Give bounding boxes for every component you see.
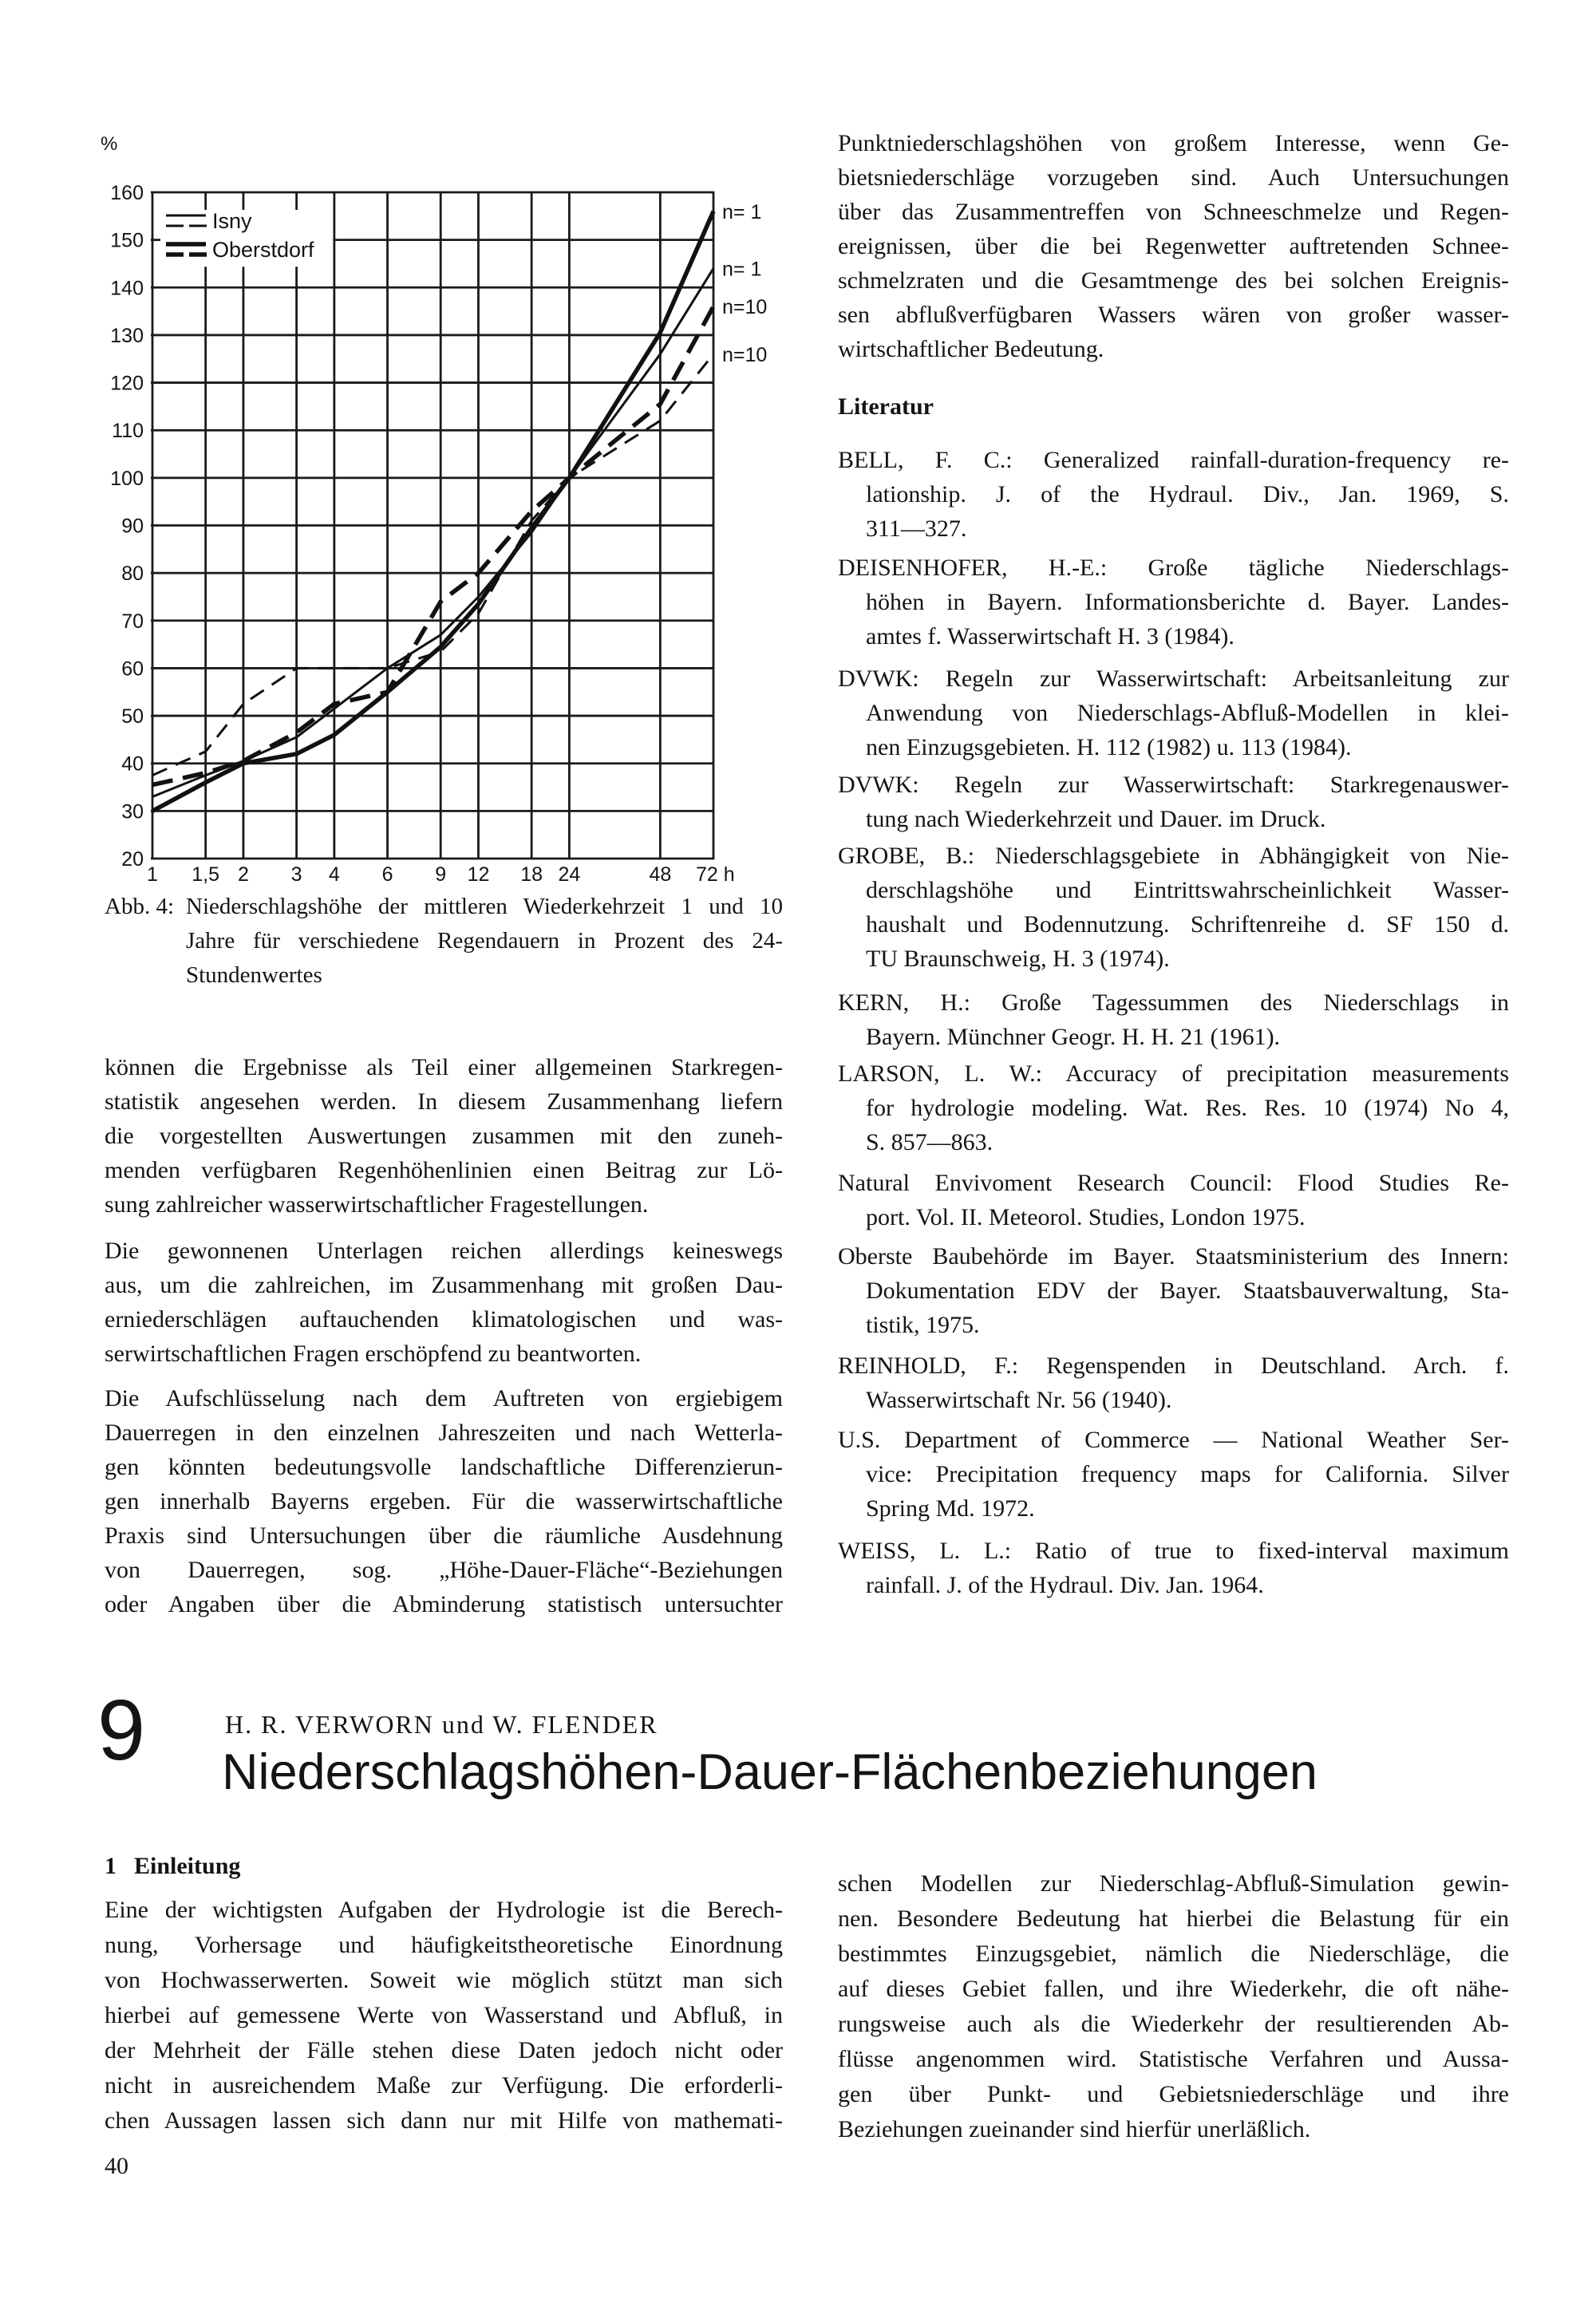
text-line: nen. Besondere Bedeutung hat hierbei die Belastung für ein: [838, 1905, 1509, 1932]
series-line-oberstdorf-n1: [152, 211, 713, 811]
text-line: Jahre für verschiedene Regendauern in Prozent des 24-: [186, 928, 783, 954]
legend-label: Isny: [212, 209, 252, 233]
reference-entry: [838, 985, 1509, 1054]
text-line: derschlagshöhe und Eintrittswahrscheinlichkeit Wasser-: [866, 877, 1509, 903]
chapter-authors: H. R. VERWORN und W. FLENDER: [225, 1710, 658, 1739]
text-line: statistik angesehen werden. In diesem Zusammenhang liefern: [105, 1088, 783, 1115]
x-tick-label: 6: [381, 863, 393, 886]
y-tick-label: 40: [121, 752, 144, 776]
y-tick-label: 30: [121, 800, 144, 823]
text-line: Bayern. Münchner Geogr. H. H. 21 (1961).: [866, 1024, 1281, 1050]
text-line: DVWK: Regeln zur Wasserwirtschaft: Starkregenauswer-: [838, 772, 1509, 798]
text-line: TU Braunschweig, H. 3 (1974).: [866, 946, 1170, 972]
y-axis-unit-label: %: [101, 133, 118, 155]
text-line: Spring Md. 1972.: [866, 1495, 1035, 1522]
text-line: gen könnten bedeutungsvolle landschaftliche Differenzierun-: [105, 1454, 783, 1480]
text-line: Punktniederschlagshöhen von großem Interesse, wenn Ge-: [838, 130, 1509, 156]
body-paragraph: [838, 1866, 1509, 2147]
figure-chart: [80, 120, 798, 894]
series-line-isny-n10: [152, 354, 713, 776]
reference-entry: [838, 1166, 1509, 1234]
text-line: GROBE, B.: Niederschlagsgebiete in Abhängigkeit von Nie-: [838, 843, 1509, 869]
y-tick-label: 80: [121, 563, 144, 586]
figure-caption: [186, 890, 783, 993]
x-tick-label: 3: [290, 863, 302, 886]
y-tick-label: 160: [110, 182, 144, 204]
text-line: flüsse angenommen wird. Statistische Verfahren und Aussa-: [838, 2046, 1509, 2072]
reference-entry: [838, 1239, 1509, 1342]
text-line: schen Modellen zur Niederschlag-Abfluß-Simulation gewin-: [838, 1870, 1509, 1897]
y-tick-label: 70: [121, 610, 144, 633]
y-tick-label: 50: [121, 705, 144, 729]
series-end-label: n=10: [722, 296, 768, 319]
series-end-label: n= 1: [722, 200, 762, 223]
text-line: erniederschlägen auftauchenden klimatologischen und was-: [105, 1306, 783, 1333]
reference-entry: [838, 1349, 1509, 1417]
y-tick-label: 140: [110, 277, 144, 300]
section-title: Einleitung: [134, 1853, 241, 1879]
section-heading: [105, 1849, 240, 1883]
text-line: Die gewonnenen Unterlagen reichen allerdings keineswegs: [105, 1238, 783, 1264]
reference-entry: [838, 443, 1509, 546]
text-line: gen innerhalb Bayerns ergeben. Für die wasserwirtschaftliche: [105, 1488, 783, 1514]
reference-entry: [838, 1423, 1509, 1526]
body-paragraph: [105, 1050, 783, 1222]
text-line: ereignissen, über die bei Regenwetter auftretenden Schnee-: [838, 233, 1509, 259]
text-line: 311—327.: [866, 515, 967, 542]
text-line: lationship. J. of the Hydraul. Div., Jan. 1969, S.: [866, 481, 1509, 507]
page-number: 40: [105, 2153, 128, 2179]
text-line: tung nach Wiederkehrzeit und Dauer. im Druck.: [866, 806, 1326, 832]
text-line: von Hochwasserwerten. Soweit wie möglich stützt man sich: [105, 1967, 783, 1993]
text-line: LARSON, L. W.: Accuracy of precipitation measurements: [838, 1060, 1509, 1087]
chapter-title: Niederschlagshöhen-Dauer-Flächenbeziehungen: [222, 1744, 1317, 1800]
y-tick-label: 150: [110, 229, 144, 252]
text-line: S. 857—863.: [866, 1129, 994, 1155]
figure-label: Abb. 4:: [105, 894, 174, 919]
text-line: wirtschaftlicher Bedeutung.: [838, 336, 1104, 362]
text-line: KERN, H.: Große Tagessummen des Niederschlags in: [838, 989, 1509, 1016]
y-tick-label: 120: [110, 372, 144, 395]
text-line: Die Aufschlüsselung nach dem Auftreten von ergiebigem: [105, 1385, 783, 1412]
text-line: tistik, 1975.: [866, 1312, 980, 1338]
text-line: Dokumentation EDV der Bayer. Staatsbauverwaltung, Sta-: [866, 1277, 1509, 1304]
text-line: Stundenwertes: [186, 962, 322, 988]
text-line: amtes f. Wasserwirtschaft H. 3 (1984).: [866, 623, 1235, 650]
text-line: rungsweise auch als die Wiederkehr der resultierenden Ab-: [838, 2011, 1509, 2037]
legend-label: Oberstdorf: [212, 238, 314, 262]
text-line: höhen in Bayern. Informationsberichte d. Bayer. Landes-: [866, 589, 1509, 615]
text-line: schmelzraten und die Gesamtmenge des bei solchen Ereignis-: [838, 267, 1509, 294]
text-line: Dauerregen in den einzelnen Jahreszeiten und nach Wetterla-: [105, 1420, 783, 1446]
reference-entry: [838, 768, 1509, 836]
text-line: DEISENHOFER, H.-E.: Große tägliche Niederschlags-: [838, 555, 1509, 581]
text-line: nen Einzugsgebieten. H. 112 (1982) u. 113 (1984).: [866, 734, 1352, 760]
y-tick-label: 110: [112, 420, 144, 443]
body-paragraph: [838, 126, 1509, 366]
text-line: Eine der wichtigsten Aufgaben der Hydrologie ist die Berech-: [105, 1897, 783, 1923]
text-line: die vorgestellten Auswertungen zusammen mit den zuneh-: [105, 1123, 783, 1149]
text-line: gen über Punkt- und Gebietsniederschläge und ihre: [838, 2081, 1509, 2107]
x-tick-label: 4: [328, 863, 340, 886]
x-tick-label: 1: [147, 863, 158, 886]
text-line: aus, um die zahlreichen, im Zusammenhang mit großen Dau-: [105, 1272, 783, 1298]
text-line: BELL, F. C.: Generalized rainfall-duration-frequency re-: [838, 447, 1509, 473]
x-tick-label: 1,5: [192, 863, 220, 886]
text-line: WEISS, L. L.: Ratio of true to fixed-interval maximum: [838, 1538, 1509, 1564]
y-tick-label: 90: [121, 515, 144, 538]
series-line-isny-n1: [152, 268, 713, 796]
y-tick-label: 20: [121, 848, 144, 871]
text-line: serwirtschaftlichen Fragen erschöpfend zu beantworten.: [105, 1341, 642, 1367]
text-line: bietsniederschläge vorzugeben sind. Auch Untersuchungen: [838, 164, 1509, 191]
reference-entry: [838, 839, 1509, 976]
section-number: 1: [105, 1853, 117, 1879]
text-line: oder Angaben über die Abminderung statistisch untersuchter: [105, 1591, 783, 1617]
x-tick-label: 48: [649, 863, 672, 886]
text-line: rainfall. J. of the Hydraul. Div. Jan. 1964.: [866, 1572, 1264, 1598]
text-line: Natural Envivoment Research Council: Flood Studies Re-: [838, 1170, 1509, 1196]
x-tick-label: 9: [435, 863, 447, 886]
text-line: for hydrologie modeling. Wat. Res. Res. 10 (1974) No 4,: [866, 1095, 1509, 1121]
text-line: der Mehrheit der Fälle stehen diese Daten jedoch nicht oder: [105, 2037, 783, 2063]
body-paragraph: [105, 1381, 783, 1621]
reference-entry: [838, 551, 1509, 654]
text-line: über das Zusammentreffen von Schneeschmelze und Regen-: [838, 199, 1509, 225]
text-line: Wasserwirtschaft Nr. 56 (1940).: [866, 1387, 1172, 1413]
body-paragraph: [105, 1893, 783, 2138]
text-line: REINHOLD, F.: Regenspenden in Deutschland. Arch. f.: [838, 1352, 1509, 1379]
x-tick-label: 12: [467, 863, 490, 886]
text-line: sen abflußverfügbaren Wassers wären von großer wasser-: [838, 302, 1509, 328]
reference-entry: [838, 661, 1509, 764]
series-end-label: n=10: [722, 343, 768, 366]
y-tick-label: 100: [110, 467, 144, 490]
text-line: chen Aussagen lassen sich dann nur mit Hilfe von mathemati-: [105, 2107, 783, 2134]
text-line: können die Ergebnisse als Teil einer allgemeinen Starkregen-: [105, 1054, 783, 1080]
text-line: bestimmtes Einzugsgebiet, nämlich die Niederschläge, die: [838, 1941, 1509, 1967]
x-tick-label: 18: [520, 863, 543, 886]
text-line: Praxis sind Untersuchungen über die räumliche Ausdehnung: [105, 1522, 783, 1549]
chapter-number: 9: [97, 1681, 146, 1778]
x-tick-label: 2: [237, 863, 249, 886]
text-line: Anwendung von Niederschlags-Abfluß-Modellen in klei-: [866, 700, 1509, 726]
reference-entry: [838, 1534, 1509, 1602]
y-tick-label: 60: [121, 657, 144, 681]
reference-entry: [838, 1056, 1509, 1159]
series-end-label: n= 1: [722, 258, 762, 281]
text-line: haushalt und Bodennutzung. Schriftenreihe d. SF 150 d.: [866, 911, 1509, 938]
text-line: sung zahlreicher wasserwirtschaftlicher Fragestellungen.: [105, 1191, 649, 1218]
text-line: Niederschlagshöhe der mittleren Wiederkehrzeit 1 und 10: [186, 894, 783, 919]
text-line: DVWK: Regeln zur Wasserwirtschaft: Arbeitsanleitung zur: [838, 665, 1509, 692]
text-line: menden verfügbaren Regenhöhenlinien einen Beitrag zur Lö-: [105, 1157, 783, 1183]
text-line: vice: Precipitation frequency maps for California. Silver: [866, 1461, 1509, 1487]
text-line: von Dauerregen, sog. „Höhe-Dauer-Fläche“-Beziehungen: [105, 1557, 783, 1583]
text-line: auf dieses Gebiet fallen, und ihre Wiederkehr, die oft nähe-: [838, 1976, 1509, 2002]
text-line: hierbei auf gemessene Werte von Wasserstand und Abfluß, in: [105, 2002, 783, 2028]
text-line: nicht in ausreichendem Maße zur Verfügung. Die erforderli-: [105, 2072, 783, 2099]
y-tick-label: 130: [110, 324, 144, 347]
body-paragraph: [105, 1234, 783, 1371]
text-line: Beziehungen zueinander sind hierfür unerläßlich.: [838, 2116, 1311, 2142]
references-heading: Literatur: [838, 393, 934, 420]
text-line: Oberste Baubehörde im Bayer. Staatsministerium des Innern:: [838, 1243, 1509, 1270]
x-tick-label: 72 h: [696, 863, 735, 886]
x-tick-label: 24: [558, 863, 581, 886]
text-line: U.S. Department of Commerce — National Weather Ser-: [838, 1427, 1509, 1453]
text-line: port. Vol. II. Meteorol. Studies, London 1975.: [866, 1204, 1306, 1230]
text-line: nung, Vorhersage und häufigkeitstheoretische Einordnung: [105, 1932, 783, 1958]
